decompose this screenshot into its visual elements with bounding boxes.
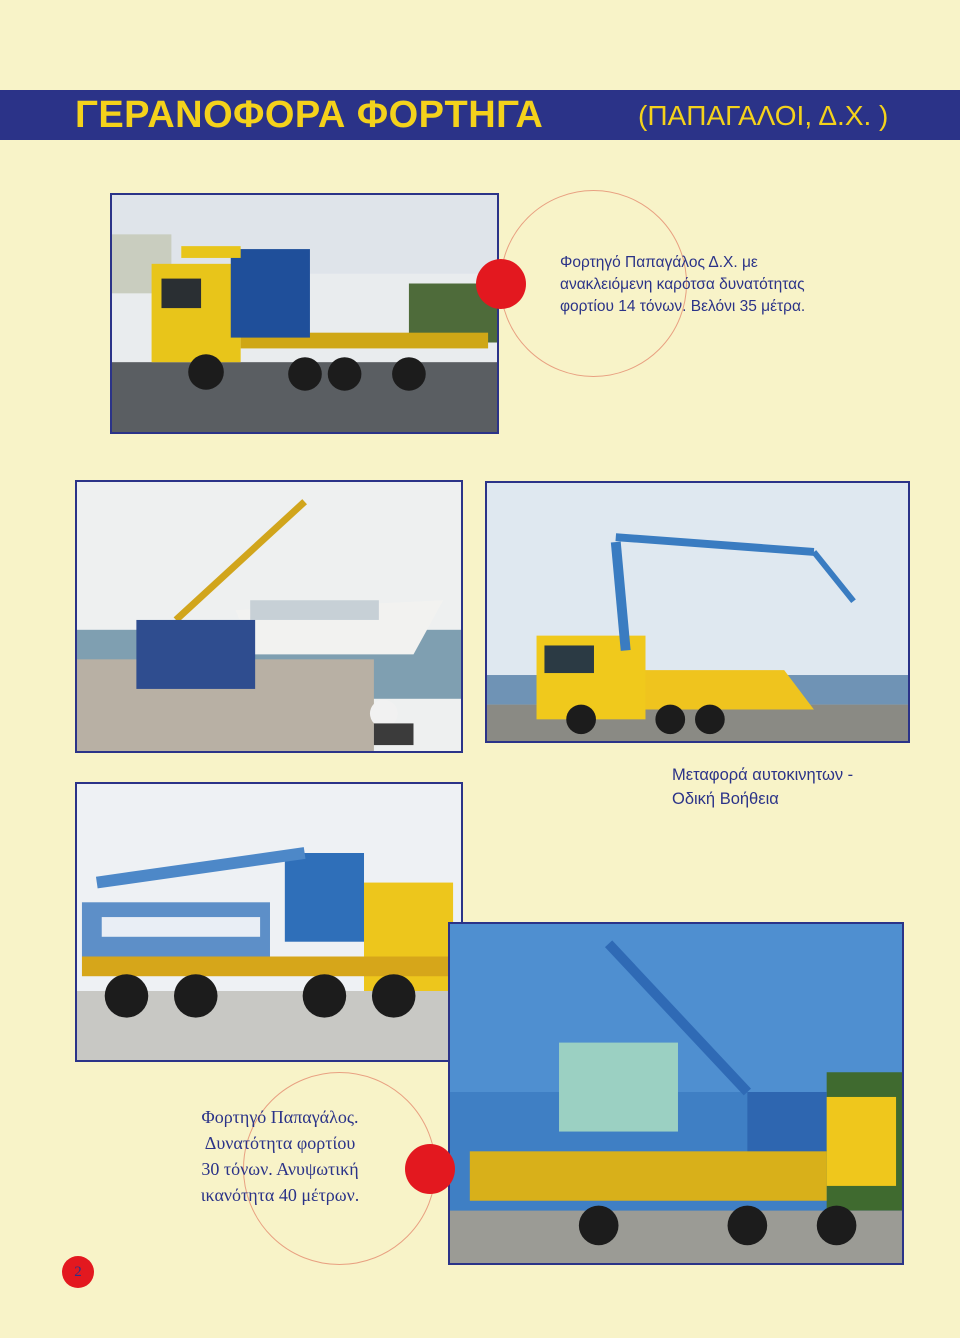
caption-line: Δυνατότητα φορτίου bbox=[204, 1133, 356, 1153]
caption-line: 30 τόνων. Ανυψωτική bbox=[201, 1159, 359, 1179]
photo-crane-truck-14t bbox=[110, 193, 499, 434]
caption-blue-crane-truck bbox=[160, 1104, 400, 1208]
page-number: 2 bbox=[62, 1256, 94, 1288]
page-subtitle: (ΠΑΠΑΓΑΛΟΙ, Δ.Χ. ) bbox=[638, 100, 889, 131]
photo-boat-lift bbox=[75, 480, 463, 753]
page-title: ΓΕΡΑΝΟΦΟΡΑ ΦΟΡΤΗΓΑ bbox=[75, 94, 544, 136]
caption-line: ανακλειόμενη καρότσα δυνατότητας bbox=[560, 276, 805, 293]
caption-line: Μεταφορά αυτοκινητων - bbox=[672, 766, 854, 784]
caption-line: Οδική Βοήθεια bbox=[672, 790, 779, 808]
caption-line: ικανότητα 40 μέτρων. bbox=[200, 1185, 360, 1205]
caption-line: φορτίου 14 τόνων. Βελόνι 35 μέτρα. bbox=[560, 298, 806, 315]
photo-blue-crane-truck bbox=[75, 782, 463, 1062]
decorative-red-dot bbox=[405, 1144, 455, 1194]
decorative-red-dot bbox=[476, 259, 526, 309]
caption-line: Φορτηγό Παπαγάλος Δ.Χ. με bbox=[560, 254, 758, 271]
photo-car-transport bbox=[485, 481, 910, 743]
caption-line: Φορτηγό Παπαγάλος. bbox=[201, 1107, 359, 1127]
caption-crane-truck-14t bbox=[560, 252, 805, 318]
caption-car-transport bbox=[672, 763, 853, 811]
photo-transformer-lift bbox=[448, 922, 904, 1265]
